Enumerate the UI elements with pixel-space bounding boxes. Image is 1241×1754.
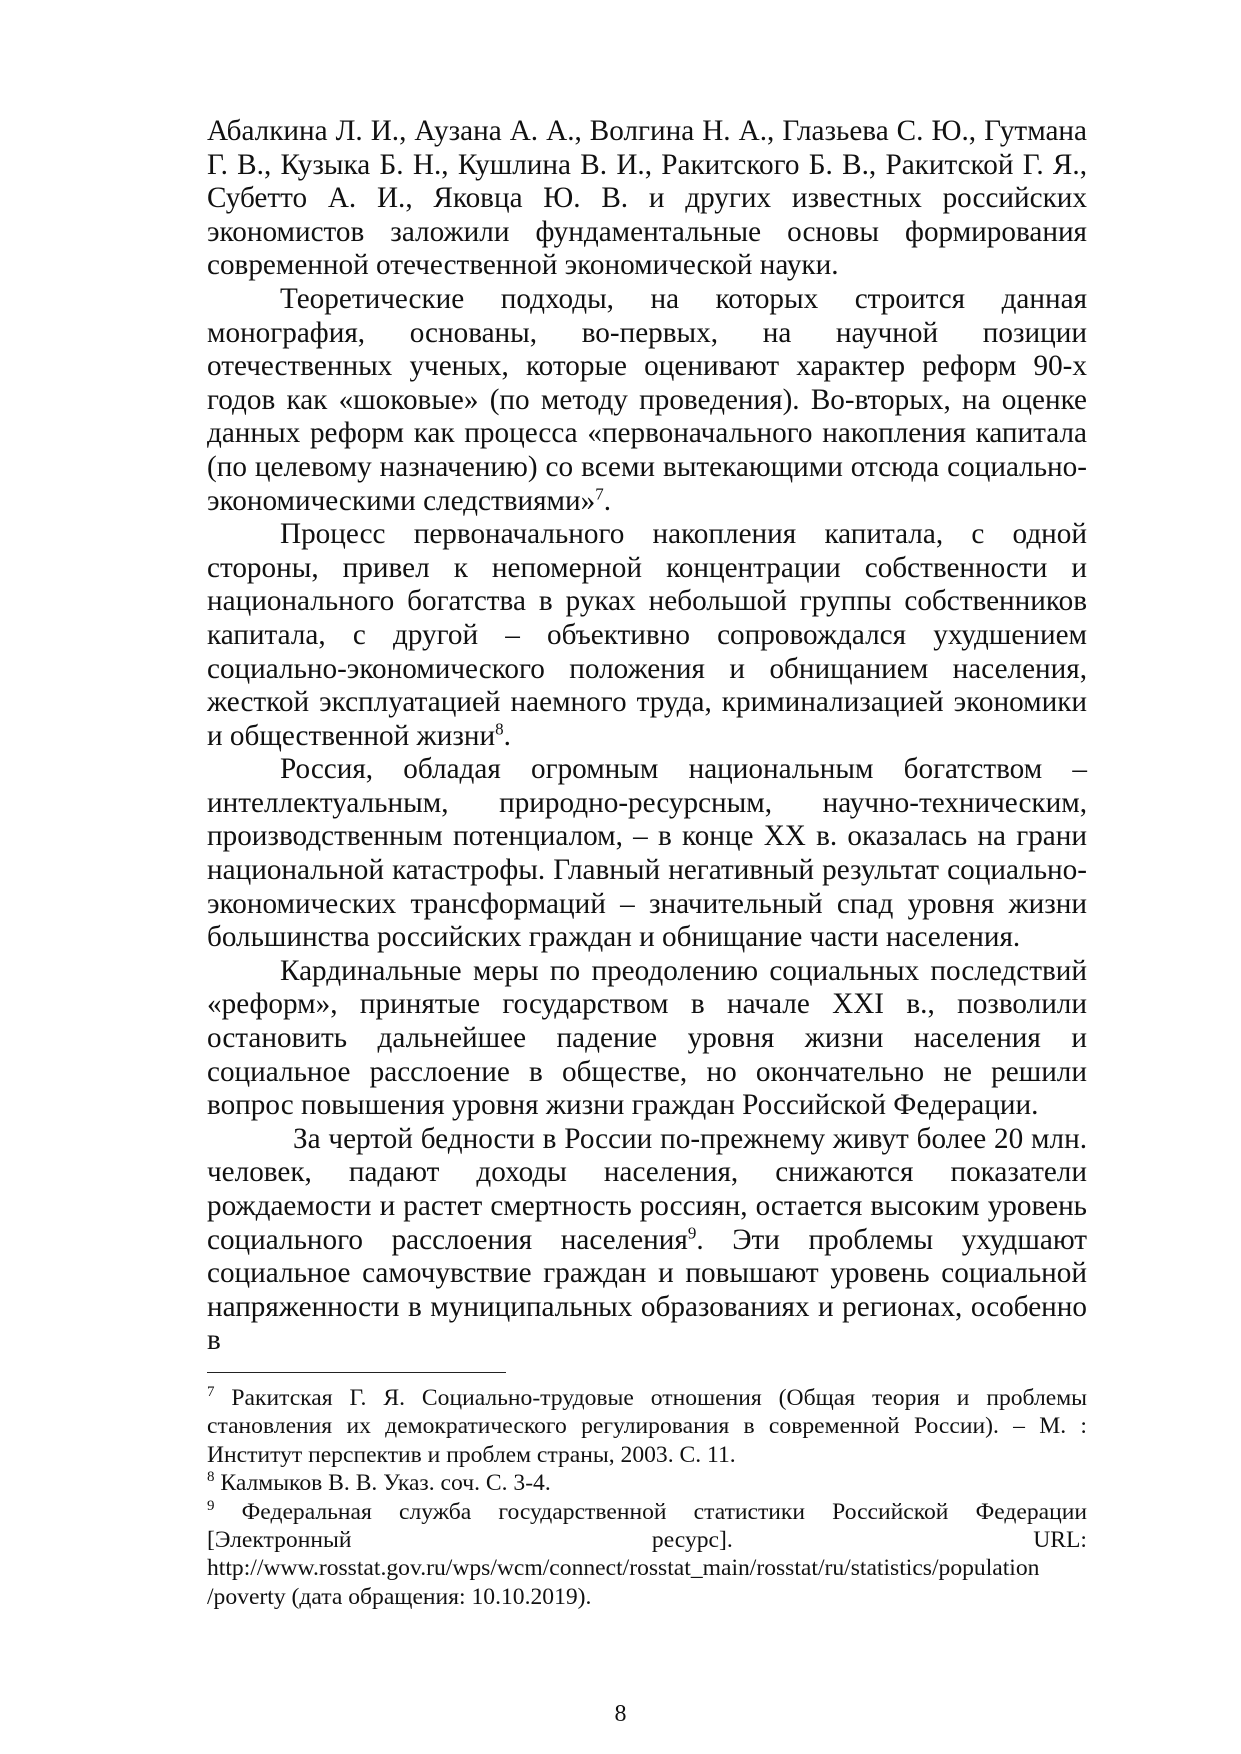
footnotes <box>207 1384 1087 1611</box>
footnote-number: 8 <box>207 1469 215 1486</box>
paragraph-text: Процесс первоначального накопления капитала, с одной стороны, привел к непомерной концентрации собственности и национального богатства в руках небольшой группы собственников капитала, с другой – объективно сопровождался ухудшением социально-экономического положения и обнищанием населения, жесткой эксплуатацией наемного труда, криминализацией экономики и общественной жизни <box>207 518 1087 752</box>
footnote-text: Ракитская Г. Я. Социально-трудовые отношения (Общая теория и проблемы становления их демократического регулирования в современной России). – М. : Институт перспектив и проблем страны, 2003. С. 11. <box>207 1385 1087 1468</box>
footnote-separator <box>207 1372 506 1373</box>
paragraph-tail: . Эти проблемы ухудшают социальное самочувствие граждан и повышают уровень социальной напряженности в муниципальных образованиях и регионах, особенно в <box>207 1223 1087 1357</box>
paragraph-text: Абалкина Л. И., Аузана А. А., Волгина Н. А., Глазьева С. Ю., Гутмана Г. В., Кузыка Б. Н., Кушлина В. И., Ракитского Б. В., Ракитской Г. Я., Субетто А. И., Яковца Ю. В. и других известных российских экономистов заложили фундаментальные основы формирования современной отечественной экономической науки. <box>207 115 1087 282</box>
footnote-number: 7 <box>207 1384 215 1401</box>
footnote-ref-8[interactable]: 8 <box>495 718 504 738</box>
footnote-ref-9[interactable]: 9 <box>687 1222 697 1242</box>
footnote-7 <box>207 1384 1087 1469</box>
paragraph-6 <box>207 1123 1087 1358</box>
footnote-9-url <box>207 1554 1087 1611</box>
paragraph-text: Россия, обладая огромным национальным богатством – интеллектуальным, природно-ресурсным, научно-техническим, производственным потенциалом, – в конце ХХ в. оказалась на грани национальной катастрофы. Главный негативный результат социально-экономических трансформаций – значительный спад уровня жизни большинства российских граждан и обнищание части населения. <box>207 753 1087 954</box>
footnote-ref-7[interactable]: 7 <box>595 483 604 503</box>
paragraph-2 <box>207 283 1087 518</box>
page-number: 8 <box>614 1701 627 1727</box>
footnote-number: 9 <box>207 1497 215 1514</box>
footnote-9 <box>207 1498 1087 1555</box>
paragraph-4 <box>207 753 1087 955</box>
footnote-url-tail: /poverty (дата обращения: 10.10.2019). <box>207 1583 592 1610</box>
paragraph-3 <box>207 518 1087 753</box>
paragraph-text: За чертой бедности в России по-прежнему живут более 20 млн. человек, падают доходы населения, снижаются показатели рождаемости и растет смертность россиян, остается высоким уровень социального расслоения населения <box>207 1122 1087 1256</box>
paragraph-text: Кардинальные меры по преодолению социальных последствий «реформ», принятые государством в начале ХХI в., позволили остановить дальнейшее падение уровня жизни населения и социальное расслоение в обществе, но окончательно не решили вопрос повышения уровня жизни граждан Российской Федерации. <box>207 954 1087 1122</box>
footnote-8 <box>207 1469 1087 1497</box>
paragraph-5 <box>207 955 1087 1123</box>
footnote-text: Федеральная служба государственной статистики Российской Федерации [Электронный ресурс]. URL: <box>207 1498 1087 1554</box>
paragraph-tail: . <box>503 719 511 752</box>
paragraph-tail: . <box>603 484 612 517</box>
footnote-text: Калмыков В. В. Указ. соч. С. 3-4. <box>214 1470 551 1497</box>
paragraph-text: Теоретические подходы, на которых строится данная монография, основаны, во-первых, на научной позиции отечественных ученых, которые оценивают характер реформ 90-х годов как «шоковые» (по методу проведения). Во-вторых, на оценке данных реформ как процесса «первоначального накопления капитала (по целевому назначению) со всеми вытекающими отсюда социально-экономическими следствиями» <box>207 282 1087 517</box>
footnote-url-link[interactable]: http://www.rosstat.gov.ru/wps/wcm/connect/rosstat_main/rosstat/ru/statistics/population <box>207 1555 1040 1582</box>
paragraph-1 <box>207 115 1087 283</box>
main-text <box>207 115 1087 1358</box>
